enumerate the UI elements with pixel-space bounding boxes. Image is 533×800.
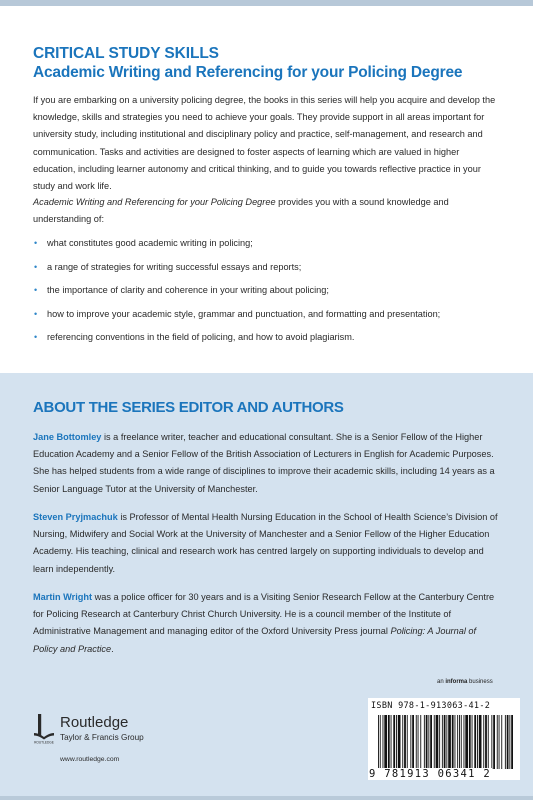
author-name: Steven Pryjmachuk <box>33 512 118 522</box>
logo-letters: ROUTLEDGE <box>34 740 54 744</box>
list-item: • what constitutes good academic writing in policing; <box>34 238 253 248</box>
author-bio-pryjmachuk: Steven Pryjmachuk is Professor of Mental Health Nursing Education in the School of Health Science’s Division of Nursing, Midwifery and Social Work at the University of Manchester and a Senior Fellow of the Higher Education Academy. His teaching, clinical and research work has centred largely on supporting individuals to develop and learn independently. <box>33 512 498 574</box>
lead-italic-title: Academic Writing and Referencing for your Policing Degree <box>33 197 276 207</box>
isbn-barcode <box>368 698 520 780</box>
routledge-logo-mark <box>33 714 55 744</box>
author-name: Martin Wright <box>33 592 93 602</box>
list-item: • how to improve your academic style, grammar and punctuation, and formatting and presentation; <box>34 308 441 319</box>
skills-list <box>33 236 503 354</box>
list-item: • a range of strategies for writing successful essays and reports; <box>34 261 302 272</box>
routledge-logo-icon <box>33 714 55 744</box>
barcode-digits: 9 781913 06341 2 <box>369 768 491 780</box>
bullet-icon: • <box>34 238 38 248</box>
lead-paragraph <box>33 194 503 228</box>
informa-tagline: an informa business <box>437 679 493 685</box>
list-item: • referencing conventions in the field of policing, and how to avoid plagiarism. <box>34 332 355 343</box>
barcode-bars-icon <box>370 715 518 771</box>
publisher-name: Routledge <box>60 714 129 731</box>
bullet-icon: • <box>34 285 38 296</box>
publisher-group: Taylor & Francis Group <box>60 733 144 742</box>
list-item: • the importance of clarity and coherence in your writing about policing; <box>34 285 329 296</box>
bullet-icon: • <box>34 261 38 272</box>
publisher-url: www.routledge.com <box>60 756 120 763</box>
about-heading: ABOUT THE SERIES EDITOR AND AUTHORS <box>33 399 344 416</box>
bullet-icon: • <box>34 308 38 319</box>
series-title: CRITICAL STUDY SKILLS <box>33 45 219 62</box>
author-bio-wright: Martin Wright was a police officer for 30 years and is a Visiting Senior Research Fellow at the Canterbury Centre for Policing Research at Canterbury Christ Church University. He is a council member of the Institute of Administrative Management and managing editor of the Oxford University Press journal Policing: A Journal of Policy and Practice. <box>33 592 495 654</box>
isbn-label: ISBN 978-1-913063-41-2 <box>371 701 491 711</box>
bullet-icon: • <box>34 332 38 343</box>
lead-rest: provides you with a sound knowledge and understanding of: <box>33 197 449 225</box>
intro-paragraph: If you are embarking on a university policing degree, the books in this series will help you acquire and develop the knowledge, skills and strategies you need to achieve your goals. They provide support in all areas important for university study, including institutional and disciplinary policy and practice, self-management, and research and communication. Tasks and activities are designed to foster aspects of learning which are valued in higher education, including learner autonomy and critical thinking, and to guide you towards reflective practice in your study and work life. <box>33 95 496 192</box>
author-bio-bottomley: Jane Bottomley is a freelance writer, teacher and educational consultant. She is a Senior Fellow of the Higher Education Academy and a Senior Fellow of the British Association of Lecturers in English for Academic Purposes. She has helped students from a wide range of disciplines to improve their academic skills, including 14 years as a Senior Language Tutor at the University of Manchester. <box>33 432 495 494</box>
bottom-edge-strip <box>0 796 533 800</box>
book-title: Academic Writing and Referencing for your Policing Degree <box>33 64 463 81</box>
author-name: Jane Bottomley <box>33 432 102 442</box>
journal-title: Policing: A Journal of Policy and Practice <box>33 626 477 654</box>
